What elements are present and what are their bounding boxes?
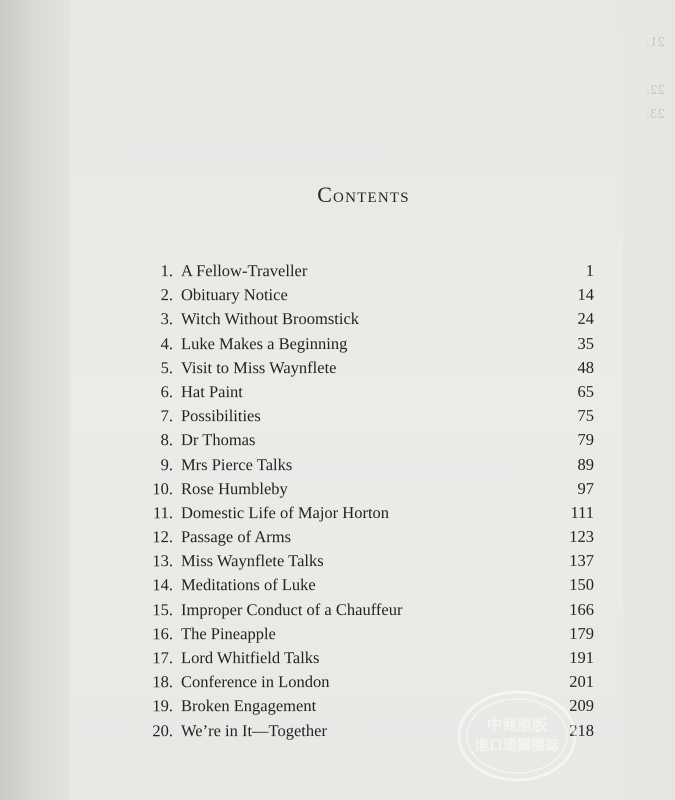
toc-entry-title: Improper Conduct of a Chauffeur	[180, 599, 403, 619]
toc-entry-number: 16.	[152, 623, 174, 644]
toc-entry-page: 218	[569, 720, 595, 740]
toc-entry-page: 14	[577, 284, 595, 305]
toc-entry-number: 1.	[160, 261, 174, 281]
toc-entry	[143, 283, 603, 308]
toc-entry	[143, 622, 603, 647]
toc-entry-page: 79	[577, 430, 595, 450]
toc-entry	[143, 259, 603, 284]
toc-entry-page: 179	[569, 623, 595, 643]
toc-entry-page: 1	[585, 260, 595, 280]
toc-entry-page: 123	[569, 526, 595, 546]
toc-entry-title: Mrs Pierce Talks	[180, 454, 293, 474]
import-stamp	[455, 686, 585, 786]
toc-entry-number: 15.	[152, 599, 174, 619]
toc-entry-number: 19.	[152, 696, 174, 716]
toc-entry-title: Dr Thomas	[180, 430, 256, 450]
toc-entry-title: Conference in London	[180, 672, 330, 692]
toc-entry	[143, 356, 603, 381]
toc-entry-page: 166	[569, 599, 595, 619]
toc-entry	[143, 307, 603, 332]
toc-entry-title: Broken Engagement	[180, 696, 317, 716]
toc-entry	[143, 476, 603, 501]
toc-entry-title: Visit to Miss Waynflete	[180, 357, 337, 377]
toc-entry-title: Obituary Notice	[180, 285, 288, 305]
toc-entry	[143, 501, 603, 526]
toc-entry-page: 35	[577, 333, 595, 353]
toc-entry	[143, 525, 603, 550]
toc-entry-page: 209	[569, 696, 595, 716]
toc-entry-page: 65	[577, 381, 595, 401]
toc-entry-title: The Pineapple	[180, 623, 276, 643]
toc-entry-page: 97	[577, 478, 595, 498]
toc-entry-number: 3.	[160, 309, 174, 329]
toc-entry-title: We’re in It—Together	[180, 720, 327, 740]
stamp-text-line-1: 中商原版	[486, 716, 548, 734]
toc-entry	[143, 428, 603, 453]
table-of-contents	[143, 259, 603, 743]
toc-entry-title: Luke Makes a Beginning	[180, 333, 348, 353]
toc-entry-title: Meditations of Luke	[180, 575, 316, 595]
toc-entry-title: Miss Waynflete Talks	[180, 551, 324, 571]
stamp-text-line-2: 進口通關標誌	[475, 738, 559, 754]
toc-entry-page: 48	[577, 357, 595, 377]
toc-entry	[143, 404, 603, 429]
toc-entry-number: 10.	[152, 478, 174, 498]
toc-entry-title: Lord Whitfield Talks	[180, 648, 320, 668]
toc-entry-title: Witch Without Broomstick	[180, 309, 360, 329]
toc-entry-title: Rose Humbleby	[180, 478, 288, 498]
toc-entry-number: 8.	[160, 430, 174, 450]
toc-entry-page: 191	[569, 647, 595, 667]
toc-entry-number: 17.	[152, 648, 174, 668]
book-gutter	[0, 0, 70, 800]
toc-entry	[143, 573, 603, 598]
toc-entry-number: 11.	[152, 503, 174, 523]
toc-entry-number: 13.	[152, 551, 174, 571]
toc-entry	[143, 549, 603, 574]
toc-entry-title: Domestic Life of Major Horton	[180, 502, 390, 523]
bleed-through-text: 21. 22. 23.	[550, 35, 665, 121]
toc-entry-number: 4.	[160, 333, 174, 353]
toc-entry-title: Hat Paint	[180, 382, 243, 402]
toc-entry-page: 75	[577, 405, 595, 425]
toc-entry-page: 150	[569, 575, 595, 595]
page-title: Contents	[317, 182, 410, 207]
toc-entry-number: 5.	[160, 357, 174, 377]
toc-entry-number: 6.	[160, 382, 174, 402]
toc-entry-page: 137	[569, 551, 595, 571]
toc-entry-title: Passage of Arms	[180, 527, 292, 547]
toc-entry-page: 24	[577, 309, 595, 329]
toc-entry-title: Possibilities	[180, 406, 261, 426]
toc-entry-page: 89	[577, 454, 595, 474]
toc-entry-number: 12.	[152, 527, 174, 547]
toc-entry-number: 20.	[152, 720, 174, 740]
toc-entry-title: A Fellow-Traveller	[180, 261, 308, 281]
toc-entry	[143, 646, 603, 671]
toc-entry-page: 201	[569, 671, 595, 692]
toc-entry	[143, 380, 603, 405]
toc-entry	[143, 452, 603, 477]
toc-entry	[143, 331, 603, 356]
toc-entry-number: 2.	[160, 285, 174, 305]
toc-entry-number: 9.	[160, 454, 174, 474]
toc-entry-page: 111	[570, 502, 595, 522]
toc-entry	[143, 597, 603, 622]
toc-entry-number: 14.	[152, 575, 174, 595]
toc-entry-number: 7.	[160, 406, 174, 426]
toc-entry-number: 18.	[152, 672, 174, 692]
